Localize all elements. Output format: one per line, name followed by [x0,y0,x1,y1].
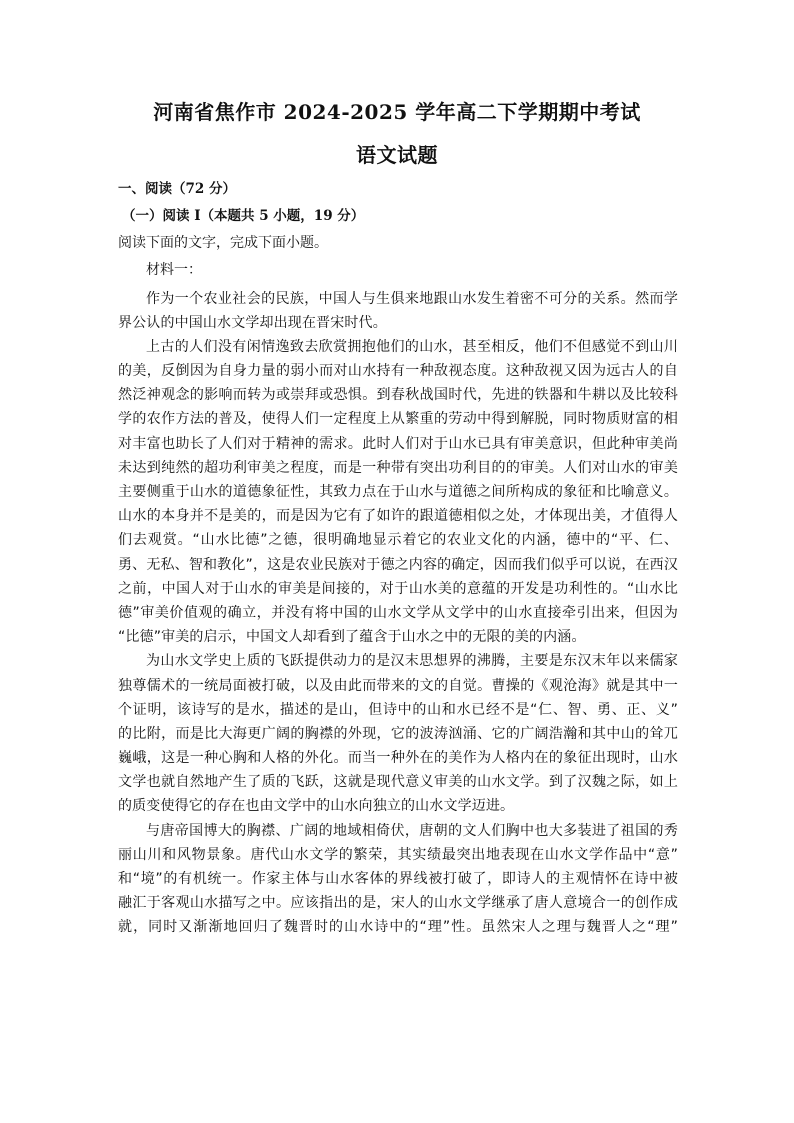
passage-line: “比德”审美的启示，中国文人却看到了蕴含于山水之中的无限的美的内涵。 [118,629,586,646]
passage-line: 们去观赏。“山水比德”之德，很明确地显示着它的农业文化的内涵，德中的“平、仁、 [118,532,678,549]
passage-line: 丽山川和风物景象。唐代山水文学的繁荣，其实绩最突出地表现在山水文学作品中“意” [118,846,678,863]
passage-line: 主要侧重于山水的道德象征性，其致力点在于山水与道德之间所构成的象征和比喻意义。 [118,484,678,500]
exam-title: 河南省焦作市 2024-2025 学年高二下学期期中考试 [153,100,641,124]
passage-line: 与唐帝国博大的胸襟、广阔的地域相倚伏，唐朝的文人们胸中也大多装进了祖国的秀 [146,822,678,839]
passage-line: 独尊儒术的一统局面被打破，以及由此而带来的文的自觉。曹操的《观沧海》就是其中一 [118,677,678,694]
passage-line: 对丰富也助长了人们对于精神的需求。此时人们对于山水已具有审美意识，但此种审美尚 [118,435,678,452]
passage-line: 学的农作方法的普及，使得人们一定程度上从繁重的劳动中得到解脱，同时物质财富的相 [118,411,678,428]
passage-line: 和“境”的有机统一。作家主体与山水客体的界线被打破了，即诗人的主观情怀在诗中被 [118,871,678,887]
passage-line: 的比附，而是比大海更广阔的胸襟的外现，它的波涛汹涌、它的广阔浩瀚和其中山的耸兀 [118,725,678,742]
passage-line: 为山水文学史上质的飞跃提供动力的是汉末思想界的沸腾，主要是东汉末年以来儒家 [146,653,678,670]
passage-line: 然泛神观念的影响而转为或崇拜或恐惧。到春秋战国时代，先进的铁器和牛耕以及比较科 [118,387,678,404]
instruction-text: 阅读下面的文字，完成下面小题。 [118,235,328,251]
passage-line: 作为一个农业社会的民族，中国人与生俱来地跟山水发生着密不可分的关系。然而学 [146,290,678,307]
passage-line: 的美，反倒因为自身力量的弱小而对山水持有一种敌视态度。这种敌视又因为远古人的自 [118,363,678,380]
passage-line: 山水的本身并不是美的，而是因为它有了如许的跟道德相似之处，才体现出美，才值得人 [118,508,678,525]
passage-line: 上古的人们没有闲情逸致去欣赏拥抱他们的山水，甚至相反，他们不但感觉不到山川 [146,338,678,355]
passage-line: 未达到纯然的超功利审美之程度，而是一种带有突出功利目的的审美。人们对山水的审美 [118,459,678,476]
passage-line: 勇、无私、智和教化”，这是农业民族对于德之内容的确定，因而我们似乎可以说，在西汉 [118,556,678,573]
passage-line: 界公认的中国山水文学却出现在晋宋时代。 [118,314,387,331]
passage-body [118,287,678,940]
passage-line: 融汇于客观山水描写之中。应该指出的是，宋人的山水文学继承了唐人意境合一的创作成 [118,895,678,912]
passage-line: 之前，中国人对于山水的审美是间接的，对于山水美的意蕴的开发是功利性的。“山水比 [118,580,678,597]
passage-line: 个证明，该诗写的是水，描述的是山，但诗中的山和水已经不是“仁、智、勇、正、义” [118,701,678,718]
section-heading: 一、阅读（72 分） [118,181,236,197]
subsection-heading: （一）阅读 I（本题共 5 小题，19 分） [122,208,365,224]
passage-line: 巍峨，这是一种心胸和人格的外化。而当一种外在的美作为人格内在的象征出现时，山水 [118,750,678,767]
material-label: 材料一： [146,262,202,278]
passage-line: 就，同时又渐渐地回归了魏晋时的山水诗中的“理”性。虽然宋人之理与魏晋人之“理” [118,919,678,936]
passage-line: 的质变使得它的存在也由文学中的山水向独立的山水文学迈进。 [118,798,515,815]
exam-subtitle: 语文试题 [356,143,438,167]
passage-line: 文学也就自然地产生了质的飞跃，这就是现代意义审美的山水文学。到了汉魏之际，如上 [118,774,678,791]
passage-line: 德”审美价值观的确立，并没有将中国的山水文学从文学中的山水直接牵引出来，但因为 [118,604,678,621]
